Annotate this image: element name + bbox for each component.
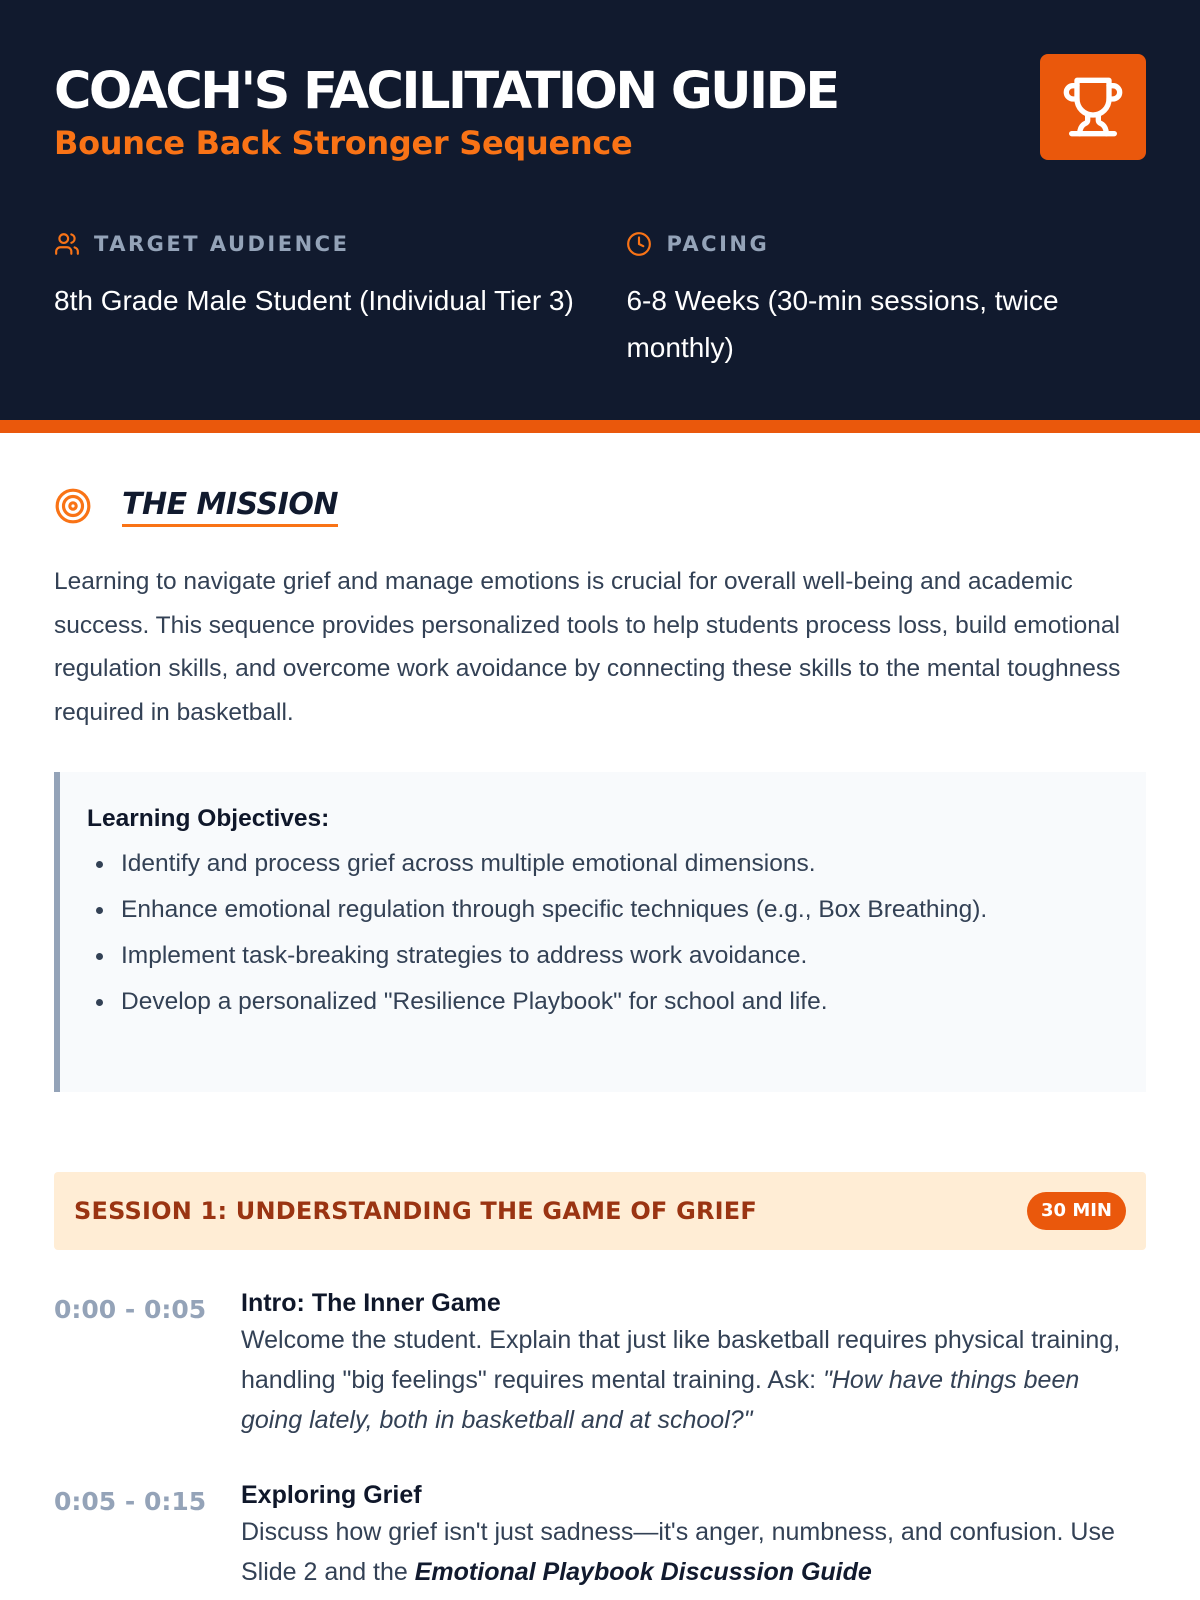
pacing-block [626,231,1146,371]
agenda-time: 0:05 - 0:15 [54,1487,207,1516]
list-item: Implement task-breaking strategies to address work avoidance. [87,936,1116,976]
header-banner [0,0,1200,433]
main-content [0,486,1200,1592]
session-agenda [54,1286,1146,1592]
agenda-quote: "How have things been going lately, both in basketball and at school?" [241,1366,1080,1434]
duration-badge: 30 MIN [1027,1192,1126,1230]
agenda-time: 0:00 - 0:05 [54,1295,207,1324]
target-audience-label: TARGET AUDIENCE [94,232,350,256]
agenda-title: Intro: The Inner Game [241,1289,501,1317]
agenda-description: Discuss how grief isn't just sadness—it's anger, numbness, and confusion. Use Slide 2 and the Emotional Playbook Discussion Guide [241,1518,1115,1586]
learning-objectives-box [54,772,1146,1092]
target-audience-value: 8th Grade Male Student (Individual Tier 3) [54,285,574,316]
page-subtitle: Bounce Back Stronger Sequence [54,124,633,162]
pacing-label: PACING [666,232,770,256]
agenda-item [54,1286,1146,1440]
page-title: COACH'S FACILITATION GUIDE [54,62,838,121]
target-audience-block [54,231,626,371]
meta-row [54,231,1146,371]
list-item: Enhance emotional regulation through specific techniques (e.g., Box Breathing). [87,890,1116,930]
session-title: SESSION 1: UNDERSTANDING THE GAME OF GRIEF [74,1197,757,1225]
target-icon [54,487,92,525]
mission-heading [54,486,1146,526]
trophy-badge [1040,54,1146,160]
session-header [54,1172,1146,1250]
objectives-heading: Learning Objectives: [87,805,330,832]
mission-title: THE MISSION [122,486,338,527]
pacing-value: 6-8 Weeks (30-min sessions, twice monthly) [626,285,1059,363]
objectives-list [87,844,1116,1022]
agenda-item [54,1478,1146,1592]
users-icon [54,231,80,257]
list-item: Identify and process grief across multiple emotional dimensions. [87,844,1116,884]
agenda-description: Welcome the student. Explain that just like basketball requires physical training, handling "big feelings" requires mental training. Ask: "How have things been going lately, both in basketball and at school?" [241,1326,1121,1434]
agenda-resource-name: Emotional Playbook Discussion Guide [414,1558,872,1586]
trophy-icon [1061,75,1125,139]
clock-icon [626,231,652,257]
agenda-title: Exploring Grief [241,1481,422,1509]
list-item: Develop a personalized "Resilience Playbook" for school and life. [87,982,1116,1022]
mission-text: Learning to navigate grief and manage emotions is crucial for overall well-being and academic success. This sequence provides personalized tools to help students process loss, build emotional regulation skills, and overcome work avoidance by connecting these skills to the mental toughness required in basketball. [54,568,1121,726]
